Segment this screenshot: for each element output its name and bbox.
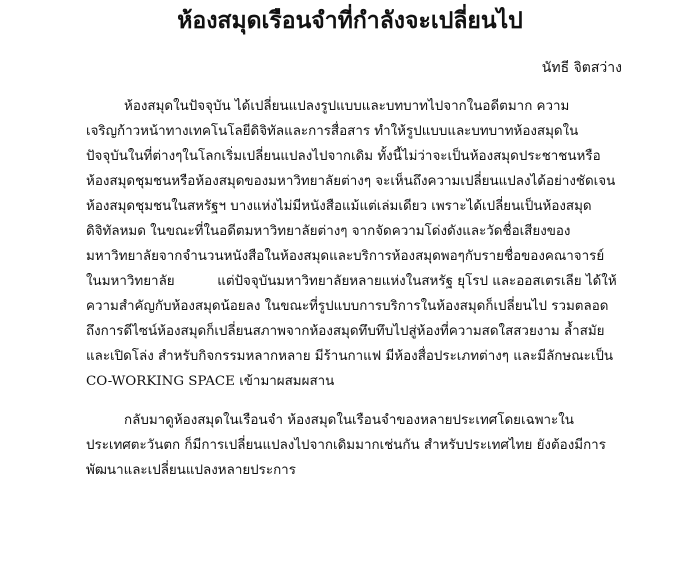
text-line: ปัจจุบันในที่ต่างๆในโลกเริ่มเปลี่ยนแปลงไปจากเดิม ทั้งนี้ไม่ว่าจะเป็นห้องสมุดประชาชนหรือ <box>86 149 601 164</box>
text-line: ดิจิทัลหมด ในขณะที่ในอดีตมหาวิทยาลัยต่างๆ จากจัดความโด่งดังและวัดชื่อเสียงของ <box>86 224 571 239</box>
text-line: และเปิดโล่ง สำหรับกิจกรรมหลากหลาย มีร้านกาแฟ มีห้องสื่อประเภทต่างๆ และมีลักษณะเป็น <box>86 349 614 364</box>
page-title: ห้องสมุดเรือนจำที่กำลังจะเปลี่ยนไป <box>177 8 523 34</box>
text-line: กลับมาดูห้องสมุดในเรือนจำ ห้องสมุดในเรือนจำของหลายประเทศโดยเฉพาะใน <box>124 413 574 428</box>
author-name: นัทธี จิตสว่าง <box>541 60 622 76</box>
text-line: มหาวิทยาลัยจากจำนวนหนังสือในห้องสมุดและบริการห้องสมุดพอๆกับรายชื่อของคณาจารย์ <box>86 249 605 264</box>
text-line: เจริญก้าวหน้าทางเทคโนโลยีดิจิทัลและการสื่อสาร ทำให้รูปแบบและบทบาทห้องสมุดใน <box>86 124 579 139</box>
text-line: ประเทศตะวันตก ก็มีการเปลี่ยนแปลงไปจากเดิมมากเช่นกัน สำหรับประเทศไทย ยังต้องมีการ <box>86 438 606 453</box>
text-line: CO-WORKING SPACE เข้ามาผสมผสาน <box>86 374 335 389</box>
text-line: ห้องสมุดชุมชนหรือห้องสมุดของมหาวิทยาลัยต่างๆ จะเห็นถึงความเปลี่ยนแปลงได้อย่างชัดเจน <box>86 174 616 189</box>
text-line: ในมหาวิทยาลัย แต่ปัจจุบันมหาวิทยาลัยหลายแห่งในสหรัฐ ยุโรป และออสเตรเลีย ได้ให้ <box>86 274 617 289</box>
article-body <box>86 94 626 483</box>
text-line: ถึงการดีไซน์ห้องสมุดก็เปลี่ยนสภาพจากห้องสมุดทึบทึบไปสู่ห้องที่ความสดใสสวยงาม ล้ำสมัย <box>86 324 605 339</box>
text-line: ห้องสมุดในปัจจุบัน ได้เปลี่ยนแปลงรูปแบบและบทบาทไปจากในอดีตมาก ความ <box>124 99 570 114</box>
text-line: ความสำคัญกับห้องสมุดน้อยลง ในขณะที่รูปแบบการบริการในห้องสมุดก็เปลี่ยนไป รวมตลอด <box>86 299 609 314</box>
text-line: พัฒนาและเปลี่ยนแปลงหลายประการ <box>86 463 296 478</box>
paragraph <box>86 94 626 394</box>
paragraph <box>86 408 626 483</box>
text-line: ห้องสมุดชุมชนในสหรัฐฯ บางแห่งไม่มีหนังสือแม้แต่เล่มเดียว เพราะได้เปลี่ยนเป็นห้องสมุด <box>86 199 592 214</box>
paragraph-gap <box>86 394 626 408</box>
